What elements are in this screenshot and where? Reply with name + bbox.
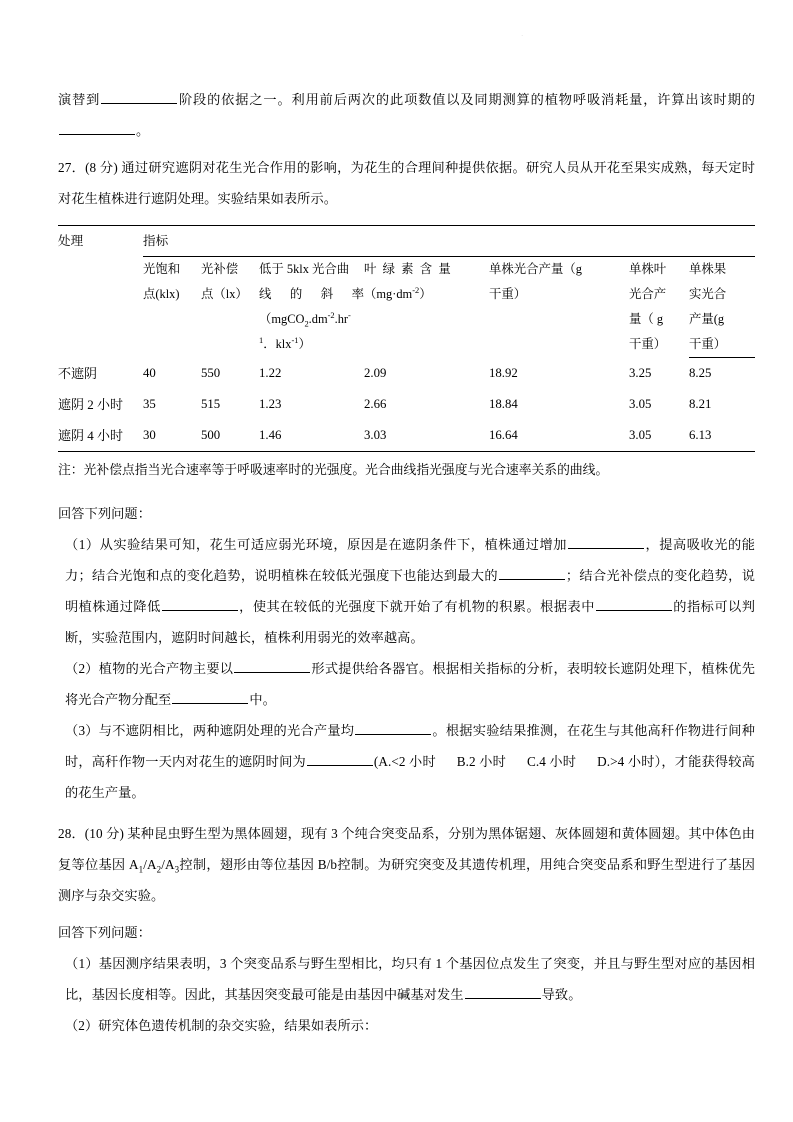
carryover-text-a: 演替到 bbox=[58, 92, 101, 107]
cell-value: 8.25 bbox=[689, 366, 712, 380]
option-b[interactable]: B.2 小时 bbox=[456, 753, 506, 769]
page-body bbox=[58, 84, 755, 1041]
answer-blank[interactable] bbox=[172, 690, 248, 704]
gene-a1: $A_1$ bbox=[129, 856, 144, 875]
q28-stem-b: 控制，翅形由等位基因 bbox=[179, 856, 318, 872]
q28-item-1 bbox=[58, 948, 755, 1010]
cell-value: 6.13 bbox=[689, 420, 755, 452]
cell-value: 18.92 bbox=[489, 365, 518, 380]
carryover-text-b: 阶段的依据之一。利用前后两次的此项数值以及同期测算的植物呼吸消耗量，许算出该时 bbox=[178, 92, 728, 107]
cell-value: 18.84 bbox=[489, 397, 518, 411]
q27-item-1 bbox=[58, 529, 755, 653]
answer-blank[interactable] bbox=[234, 659, 310, 673]
item-text: 研究体色遗传机制的杂交实验，结果如表所示： bbox=[98, 1017, 378, 1033]
cell-value: 35 bbox=[143, 397, 156, 411]
table-col-header-leaf-photosynthate: 单株叶 光合产 量（ g 干重） bbox=[629, 262, 667, 351]
table-col-header-light-saturation: 光饱和 点(klx) bbox=[143, 262, 181, 301]
table-header-group-row bbox=[58, 226, 755, 257]
item-text: ，使其在较低的光强度下就开始了有机物的积累。根据表中 bbox=[238, 598, 595, 614]
item-text: ，提高吸收光的能力；结合光饱和点的变化趋势，说明植株在较低光强度下也能达到最大的 bbox=[65, 536, 755, 583]
option-gap bbox=[576, 754, 597, 769]
page-top-artifact: · bbox=[521, 32, 524, 40]
option-gap bbox=[436, 754, 457, 769]
item-label: （1） bbox=[65, 955, 99, 971]
row-label: 不遮阴 bbox=[58, 365, 98, 381]
cell-value: 550 bbox=[201, 365, 221, 380]
cell-value: 1.23 bbox=[259, 397, 282, 411]
item-text: 与不遮阴相比，两种遮阴处理的光合产量均 bbox=[98, 722, 355, 738]
carryover-text-c: 期的 bbox=[727, 92, 755, 107]
experiment-table bbox=[58, 225, 755, 452]
item-label: （1） bbox=[65, 536, 100, 552]
carryover-text-d: 。 bbox=[136, 123, 150, 138]
cell-value: 2.66 bbox=[364, 397, 387, 411]
answer-blank[interactable] bbox=[101, 90, 177, 104]
question-27-stem: 27．(8 分) 通过研究遮阴对花生光合作用的影响，为花生的合理间种提供依据。研究人员从开花至果实成熟，每天定时对花生植株进行遮阴处理。实验结果如表所示。 bbox=[58, 160, 755, 206]
q28-answer-prompt: 回答下列问题： bbox=[58, 924, 152, 940]
cell-value: 3.05 bbox=[629, 397, 652, 411]
table-col-header-light-compensation: 光补偿 点（lx） bbox=[201, 262, 248, 301]
cell-value: 1.22 bbox=[259, 365, 282, 380]
table-header-spacer bbox=[58, 257, 143, 358]
gene-a3: $A_3$ bbox=[164, 856, 180, 875]
curve-slope-line2: 线 的 斜 率 bbox=[259, 287, 364, 301]
experiment-table-wrapper bbox=[58, 225, 755, 452]
cell-value: 500 bbox=[201, 420, 259, 452]
table-row bbox=[58, 420, 755, 452]
table-col-header-indicators: 指标 bbox=[143, 226, 755, 257]
item-text: 基因测序结果表明，3 个突变品系与野生型相比，均只有 1 个基因位点发生了突变，并且与野生型对应的基因相比，基因长度相等。因此，其基因突变最可能是由基因中碱基对发生 bbox=[65, 955, 755, 1002]
answer-blank[interactable] bbox=[59, 121, 135, 135]
item-label: （2） bbox=[65, 660, 99, 676]
cell-value: 2.09 bbox=[364, 365, 387, 380]
chlorophyll-unit: $(mg\cdot dm^{-2})$ bbox=[364, 284, 432, 301]
question-28-stem bbox=[58, 818, 755, 911]
item-text: ；结合光补偿点的变化趋势，说明植株通过降低 bbox=[65, 567, 755, 614]
item-label: （2） bbox=[65, 1017, 99, 1033]
item-text: 植物的光合产物主要以 bbox=[98, 660, 234, 676]
q28-stem-c: 控制。为研究突变及其遗传机理，用纯合突变品系和野生型进行了基因测序与杂交实验。 bbox=[58, 856, 755, 903]
cell-value: 1.46 bbox=[259, 420, 364, 452]
item-text: 的指标可以判断，实验范围内，遮阴时间越长，植株利用弱光的效率越高。 bbox=[65, 598, 755, 645]
row-label: 遮阴 4 小时 bbox=[58, 420, 143, 452]
table-row bbox=[58, 358, 755, 390]
item-text: 形式提供给各器官。根据相关指标的分析，表明较长遮阴处理下，植株优先将光合产物分配至 bbox=[65, 660, 755, 707]
carryover-paragraph bbox=[58, 84, 755, 146]
option-c[interactable]: C.4 小时 bbox=[526, 753, 577, 769]
table-header-sub-row bbox=[58, 257, 755, 358]
item-label: （3） bbox=[65, 722, 99, 738]
gene-separator: / bbox=[161, 856, 165, 872]
cell-value: 8.21 bbox=[689, 397, 712, 411]
curve-slope-unit-line2: $^1$．klx$^{-1}$） bbox=[259, 334, 311, 351]
cell-value: 16.64 bbox=[489, 420, 629, 452]
row-label: 遮阴 2 小时 bbox=[58, 397, 124, 412]
curve-slope-unit-line1: （$mgCO_2.dm^{-2}.hr^-$ bbox=[259, 309, 351, 329]
answer-blank[interactable] bbox=[307, 752, 373, 766]
cell-value: 30 bbox=[143, 420, 201, 452]
cell-value: 3.25 bbox=[629, 365, 652, 380]
cell-value: 3.05 bbox=[629, 420, 689, 452]
cell-value: 515 bbox=[201, 397, 221, 411]
q27-item-2 bbox=[58, 653, 755, 715]
table-col-header-curve-slope: 低于 5klx 光合曲 线 的 斜 率 （$mgCO_2.dm^{-2}.hr^-$ $^1$．klx$^{-1}$） bbox=[259, 257, 364, 358]
answer-blank[interactable] bbox=[568, 535, 644, 549]
q28-item-2 bbox=[58, 1010, 755, 1041]
item-text: 从实验结果可知，花生可适应弱光环境，原因是在遮阴条件下，植株通过增加 bbox=[99, 536, 568, 552]
answer-blank[interactable] bbox=[355, 721, 431, 735]
cell-value: 40 bbox=[143, 365, 156, 380]
option-a[interactable]: (A.<2 小时 bbox=[373, 753, 436, 769]
gene-a2: $A_2$ bbox=[146, 856, 162, 875]
q27-item-3 bbox=[58, 715, 755, 808]
item-text: 中。 bbox=[249, 691, 276, 707]
chlorophyll-line1: 叶 绿 素 含 量 bbox=[364, 262, 451, 276]
table-col-header-plant-photosynthate: 单株光合产量（g 干重） bbox=[489, 262, 582, 301]
gene-separator: / bbox=[143, 856, 147, 872]
table-col-header-chlorophyll bbox=[364, 257, 489, 358]
table-col-header-fruit-photosynthate: 单株果 实光合 产量(g 干重） bbox=[689, 257, 755, 358]
table-note: 注：光补偿点指当光合速率等于呼吸速率时的光强度。光合曲线指光强度与光合速率关系的曲线。 bbox=[58, 463, 609, 477]
answer-blank[interactable] bbox=[596, 597, 672, 611]
gene-b: B/b bbox=[317, 856, 338, 872]
item-text: 。根据实验结果推测，在花生与其他高秆作物进行间种时，高秆作物一天内对花生的遮阴时间为 bbox=[65, 722, 755, 769]
answer-blank[interactable] bbox=[465, 985, 541, 999]
table-row bbox=[58, 389, 755, 420]
q28-stem-a: 28．(10 分) 某种昆虫野生型为黑体圆翅，现有 3 个纯合突变品系，分别为黑体锯翅、灰体圆翅和黄体圆翅。其中体色由复等位基因 bbox=[58, 825, 755, 872]
option-gap bbox=[506, 754, 527, 769]
option-d[interactable]: D.>4 小时），才能获得较高的花生产量。 bbox=[65, 753, 755, 800]
cell-value: 3.03 bbox=[364, 420, 489, 452]
answer-blank[interactable] bbox=[499, 566, 565, 580]
item-text: 导致。 bbox=[541, 986, 582, 1002]
q27-answer-prompt: 回答下列问题： bbox=[58, 505, 152, 521]
table-col-header-treatment: 处理 bbox=[58, 226, 143, 257]
answer-blank[interactable] bbox=[162, 597, 238, 611]
